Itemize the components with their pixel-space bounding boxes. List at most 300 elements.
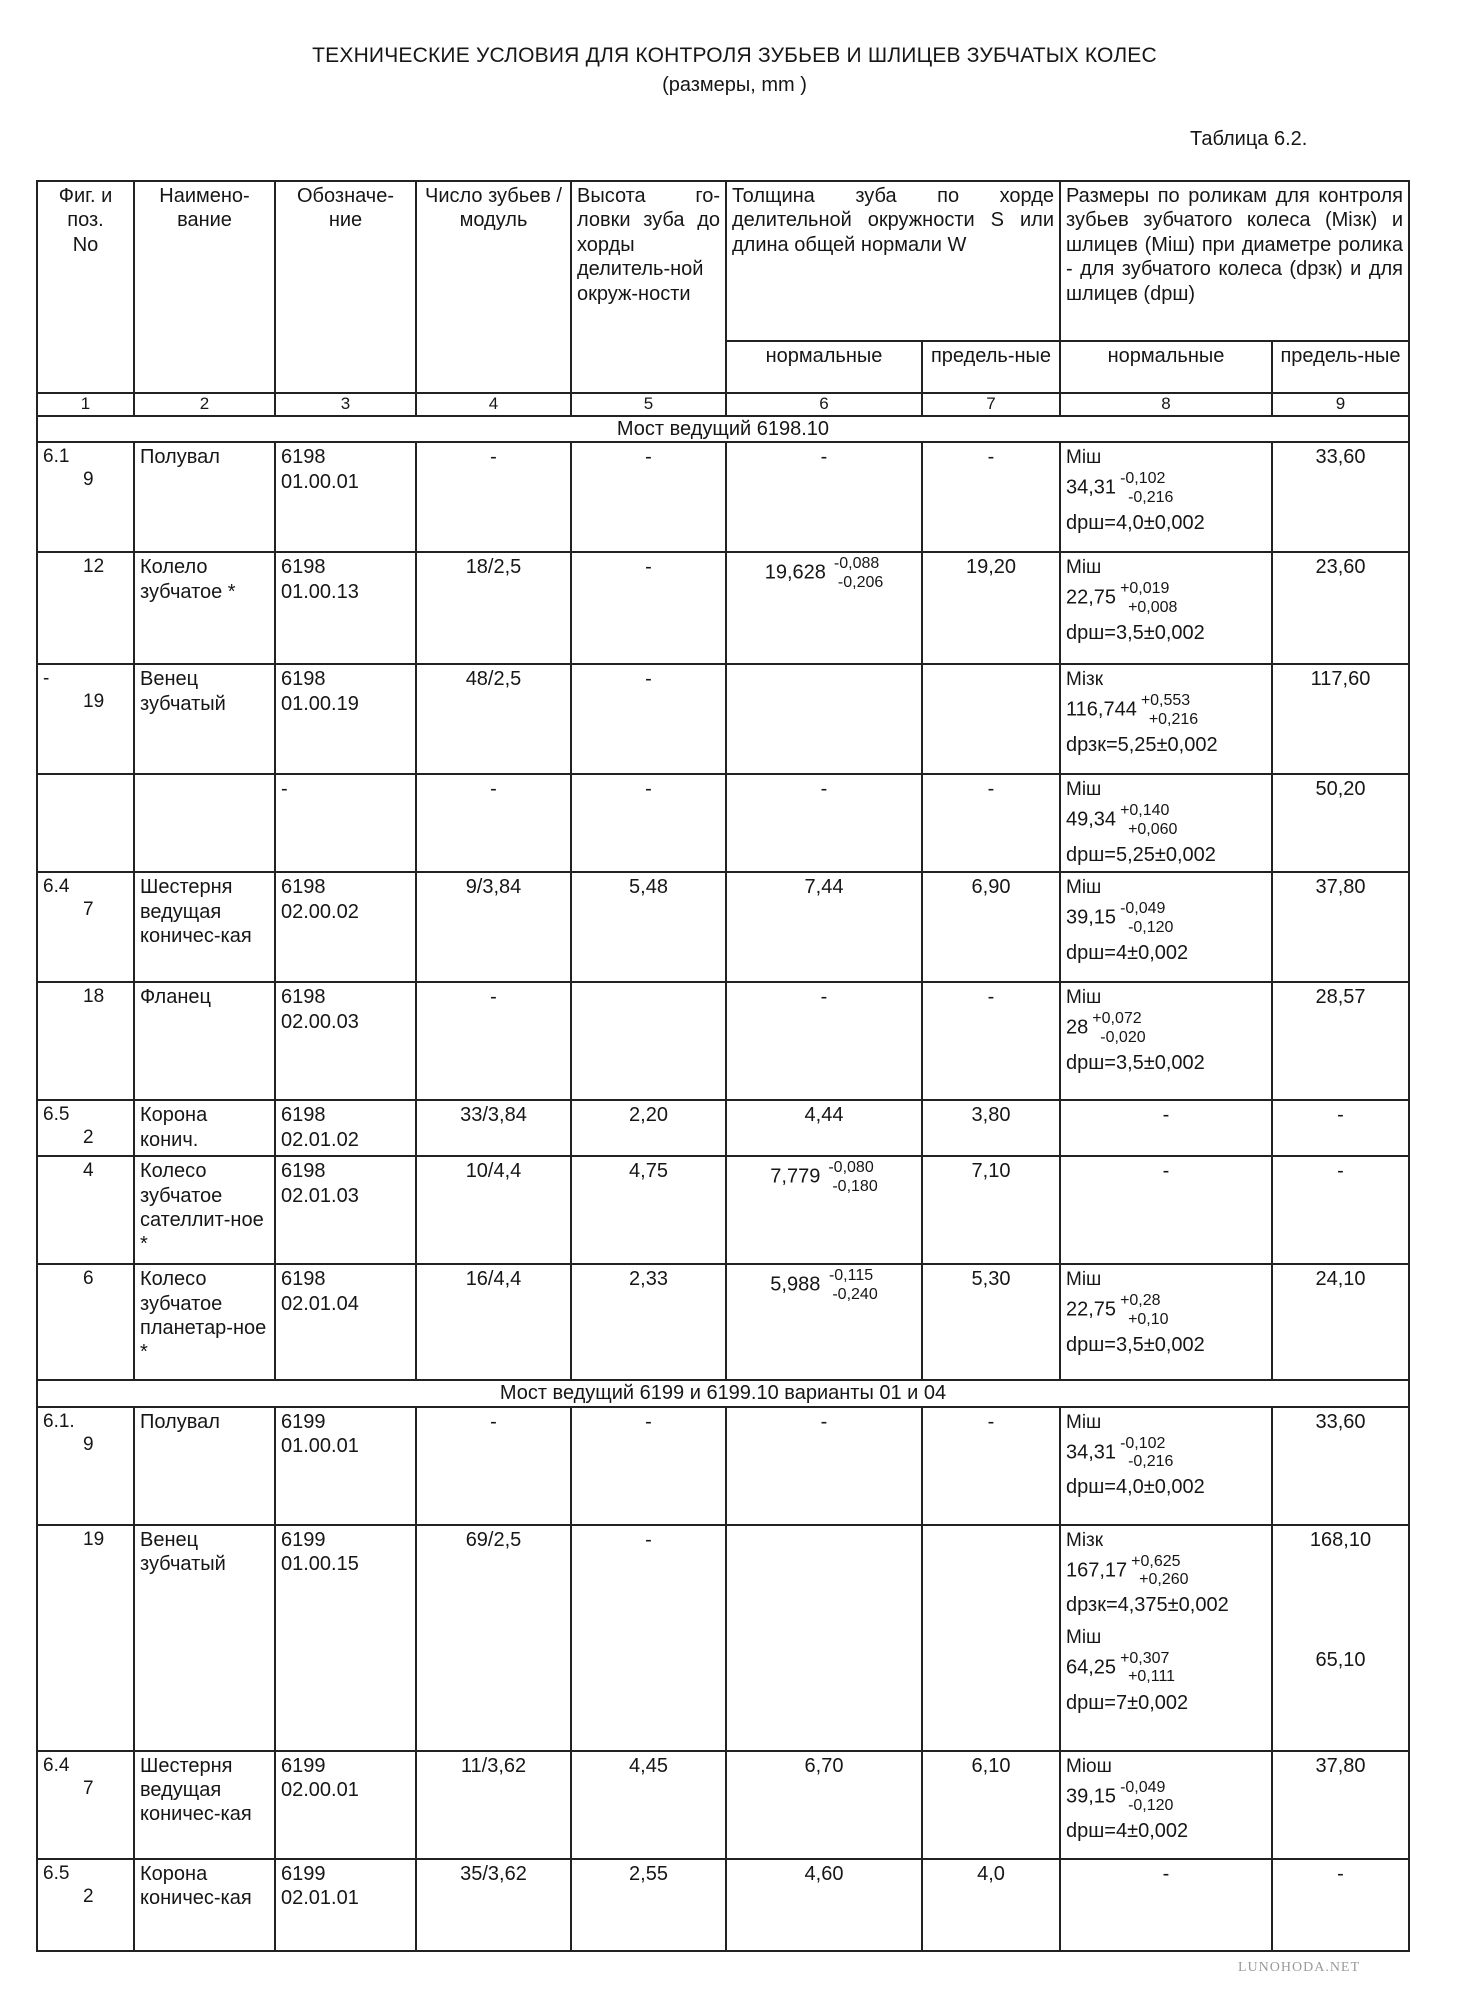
roller-label: Мізк	[1066, 1529, 1104, 1551]
roller-value-line	[1066, 580, 1266, 617]
designation-line-1: 6198	[281, 1104, 326, 1127]
col-number: 5	[571, 393, 726, 416]
designation-line-1: 6198	[281, 986, 326, 1009]
cell-thickness	[726, 552, 922, 664]
roller-label: Міш	[1066, 987, 1102, 1009]
cell-roller-limit	[1272, 1525, 1409, 1751]
tolerance-upper: -0,049	[1120, 900, 1166, 918]
cell-head-height: -	[571, 442, 726, 552]
roller-label: Міш	[1066, 1411, 1102, 1433]
thickness-tolerance	[830, 555, 883, 592]
cell-thickness-limit: 3,80	[922, 1100, 1060, 1156]
roller-block	[1066, 1529, 1266, 1618]
designation-line-2: 01.00.19	[281, 692, 359, 715]
cell-roller-normal	[1060, 1407, 1272, 1525]
figure-number: 6.5	[43, 1104, 70, 1126]
figure-number: 6.4	[43, 1754, 70, 1776]
designation-line-2: 02.00.02	[281, 900, 359, 923]
cell-name	[134, 774, 275, 872]
roller-value: -	[1162, 1862, 1170, 1885]
cell-thickness	[726, 1751, 922, 1859]
figure-number: 6.1	[43, 446, 70, 468]
roller-diameter: dрш=7±0,002	[1066, 1691, 1189, 1714]
cell-designation	[275, 1751, 416, 1859]
designation-line-1: 6198	[281, 668, 326, 691]
cell-thickness	[726, 1156, 922, 1264]
cell-roller-normal	[1060, 664, 1272, 774]
roller-block	[1066, 1755, 1266, 1844]
roller-tolerance	[1141, 692, 1198, 729]
designation-line-2: 01.00.01	[281, 470, 359, 493]
cell-thickness-limit: -	[922, 774, 1060, 872]
cell-roller-normal	[1060, 1859, 1272, 1951]
cell-roller-normal	[1060, 1525, 1272, 1751]
designation-line-1: -	[281, 778, 288, 801]
cell-head-height: -	[571, 774, 726, 872]
roller-value-line	[1066, 1553, 1266, 1590]
designation-line-2: 02.01.03	[281, 1184, 359, 1207]
roller-label: Міш	[1066, 1626, 1102, 1648]
roller-limit-value: 33,60	[1315, 1410, 1366, 1433]
col-header-name: Наимено-вание	[134, 181, 275, 393]
roller-value-line	[1066, 900, 1266, 937]
col-header-limit: предель-ные	[922, 341, 1060, 393]
cell-designation	[275, 442, 416, 552]
cell-teeth-module: -	[416, 982, 571, 1100]
cell-thickness-limit: 5,30	[922, 1264, 1060, 1380]
roller-limit-value: 37,80	[1315, 876, 1366, 899]
cell-thickness-limit	[922, 664, 1060, 774]
cell-fig-pos	[37, 664, 134, 774]
position-number: 19	[83, 1528, 105, 1550]
part-name: Полувал	[140, 446, 220, 469]
roller-limit-value-2: 65,10	[1315, 1648, 1366, 1671]
tolerance-upper: +0,625	[1131, 1552, 1181, 1570]
cell-fig-pos	[37, 1751, 134, 1859]
cell-thickness	[726, 872, 922, 982]
cell-thickness	[726, 774, 922, 872]
designation-line-1: 6198	[281, 556, 326, 579]
cell-designation	[275, 1156, 416, 1264]
roller-tolerance	[1120, 470, 1173, 507]
tolerance-lower: -0,180	[832, 1177, 878, 1195]
col-header-height: Высота го-ловки зуба до хорды делитель-ной окруж-ности	[571, 181, 726, 393]
tolerance-lower: -0,216	[1128, 1453, 1174, 1471]
position-number: 19	[83, 691, 105, 713]
cell-name	[134, 1264, 275, 1380]
cell-name	[134, 1156, 275, 1264]
col-number: 9	[1272, 393, 1409, 416]
roller-value: 28	[1066, 1016, 1089, 1039]
thickness-value: 6,70	[804, 1754, 844, 1777]
cell-teeth-module: 11/3,62	[416, 1751, 571, 1859]
tolerance-upper: -0,088	[833, 555, 880, 573]
roller-label: Міш	[1066, 557, 1102, 579]
col-header-rollers: Размеры по роликам для контроля зубьев зубчатого колеса (Мізк) и шлицев (Мiш) при диаметре ролика - для зубчатого колеса (dрзк) и для шлицев (dрш)	[1060, 181, 1409, 341]
roller-limit-value: -	[1337, 1160, 1344, 1183]
cell-teeth-module: 16/4,4	[416, 1264, 571, 1380]
cell-teeth-module: 10/4,4	[416, 1156, 571, 1264]
roller-value: -	[1162, 1160, 1170, 1183]
cell-teeth-module: 48/2,5	[416, 664, 571, 774]
thickness-value: -	[820, 778, 828, 801]
tolerance-upper: -0,102	[1120, 1434, 1166, 1452]
cell-head-height: -	[571, 1407, 726, 1525]
cell-thickness	[726, 982, 922, 1100]
roller-label: Міош	[1066, 1755, 1112, 1777]
roller-tolerance	[1120, 1292, 1168, 1329]
roller-value: 64,25	[1066, 1656, 1117, 1679]
col-number: 8	[1060, 393, 1272, 416]
cell-head-height: 4,45	[571, 1751, 726, 1859]
col-number: 3	[275, 393, 416, 416]
col-number: 7	[922, 393, 1060, 416]
roller-diameter: dрш=4±0,002	[1066, 1820, 1189, 1843]
roller-tolerance	[1120, 1650, 1175, 1687]
tolerance-lower: +0,008	[1128, 598, 1178, 616]
cell-teeth-module: 35/3,62	[416, 1859, 571, 1951]
cell-teeth-module: 9/3,84	[416, 872, 571, 982]
tolerance-lower: -0,120	[1128, 918, 1174, 936]
roller-limit-value: -	[1337, 1104, 1344, 1127]
tolerance-lower: +0,10	[1128, 1310, 1169, 1328]
cell-thickness-limit: 4,0	[922, 1859, 1060, 1951]
figure-number: 6.1.	[43, 1410, 75, 1432]
part-name: Шестерня ведущая коничес-кая	[140, 876, 252, 947]
cell-designation	[275, 1264, 416, 1380]
cell-name	[134, 1859, 275, 1951]
tolerance-upper: -0,115	[828, 1267, 874, 1285]
tolerance-upper: +0,307	[1120, 1650, 1170, 1668]
cell-roller-normal	[1060, 1156, 1272, 1264]
tolerance-lower: -0,020	[1100, 1028, 1146, 1046]
col-header-thickness: Толщина зуба по хорде делительной окружности S или длина общей нормали W	[726, 181, 1060, 341]
part-name: Корона конич.	[140, 1104, 208, 1151]
roller-tolerance	[1120, 900, 1173, 937]
roller-block	[1066, 1411, 1266, 1500]
cell-thickness	[726, 1100, 922, 1156]
designation-line-1: 6198	[281, 446, 326, 469]
roller-diameter: dрш=4,0±0,002	[1066, 512, 1205, 535]
roller-tolerance	[1120, 802, 1177, 839]
roller-value: 22,75	[1066, 586, 1117, 609]
col-header-teeth: Число зубьев / модуль	[416, 181, 571, 393]
cell-thickness	[726, 1264, 922, 1380]
part-name: Венец зубчатый	[140, 668, 226, 715]
position-number: 12	[83, 556, 105, 578]
roller-label: Міш	[1066, 1269, 1102, 1291]
cell-head-height: 5,48	[571, 872, 726, 982]
cell-roller-limit	[1272, 1751, 1409, 1859]
roller-limit-value: 168,10	[1309, 1528, 1372, 1551]
roller-diameter: dрш=5,25±0,002	[1066, 844, 1216, 867]
cell-designation	[275, 982, 416, 1100]
tolerance-upper: +0,140	[1120, 802, 1170, 820]
cell-designation	[275, 1407, 416, 1525]
roller-limit-value: 37,80	[1315, 1754, 1366, 1777]
cell-head-height: -	[571, 664, 726, 774]
cell-thickness-limit: 7,10	[922, 1156, 1060, 1264]
cell-name	[134, 1407, 275, 1525]
tolerance-upper: +0,072	[1092, 1010, 1142, 1028]
cell-thickness	[726, 664, 922, 774]
cell-thickness-limit: 6,10	[922, 1751, 1060, 1859]
designation-line-2: 01.00.01	[281, 1434, 359, 1457]
designation-line-2: 02.01.02	[281, 1128, 359, 1151]
cell-fig-pos	[37, 1156, 134, 1264]
cell-thickness-limit: 6,90	[922, 872, 1060, 982]
roller-value: 22,75	[1066, 1298, 1117, 1321]
roller-value: -	[1162, 1104, 1170, 1127]
roller-block	[1066, 556, 1266, 645]
cell-designation	[275, 1100, 416, 1156]
thickness-tolerance	[824, 1159, 877, 1196]
cell-teeth-module: -	[416, 442, 571, 552]
section-title: Мост ведущий 6199 и 6199.10 варианты 01 и 04	[37, 1380, 1409, 1406]
cell-head-height: 4,75	[571, 1156, 726, 1264]
col-number: 6	[726, 393, 922, 416]
cell-thickness-limit: -	[922, 1407, 1060, 1525]
tolerance-lower: -0,216	[1128, 488, 1174, 506]
cell-thickness	[726, 442, 922, 552]
cell-fig-pos	[37, 1100, 134, 1156]
cell-roller-normal	[1060, 774, 1272, 872]
roller-value: 116,744	[1066, 698, 1137, 721]
cell-fig-pos	[37, 1407, 134, 1525]
table-row	[37, 664, 1409, 774]
watermark: LUNOHODA.NET	[1238, 1960, 1361, 1975]
roller-limit-value: 50,20	[1315, 778, 1366, 801]
tolerance-lower: -0,120	[1128, 1797, 1174, 1815]
section-row	[37, 1380, 1409, 1406]
roller-block	[1066, 1268, 1266, 1357]
col-header-normal-rollers: нормальные	[1060, 341, 1272, 393]
cell-fig-pos	[37, 1264, 134, 1380]
table-row	[37, 872, 1409, 982]
cell-roller-normal	[1060, 442, 1272, 552]
cell-teeth-module: 69/2,5	[416, 1525, 571, 1751]
cell-thickness	[726, 1407, 922, 1525]
cell-thickness-limit: 19,20	[922, 552, 1060, 664]
designation-line-1: 6199	[281, 1528, 326, 1551]
cell-fig-pos	[37, 982, 134, 1100]
col-number: 1	[37, 393, 134, 416]
roller-value: 34,31	[1066, 1441, 1117, 1464]
cell-roller-normal	[1060, 552, 1272, 664]
roller-block	[1066, 876, 1266, 965]
roller-value: 167,17	[1066, 1559, 1128, 1582]
position-number: 4	[83, 1160, 94, 1182]
thickness-value: 7,44	[804, 876, 844, 899]
column-numbers-row	[37, 393, 1409, 416]
header-row	[37, 181, 1409, 341]
roller-limit-value: -	[1337, 1862, 1344, 1885]
col-header-designation: Обозначе-ние	[275, 181, 416, 393]
cell-designation	[275, 1525, 416, 1751]
roller-limit-value: 28,57	[1315, 986, 1366, 1009]
cell-thickness-limit	[922, 1525, 1060, 1751]
table-row	[37, 1100, 1409, 1156]
designation-line-2: 02.00.03	[281, 1010, 359, 1033]
cell-designation	[275, 872, 416, 982]
roller-value-line	[1066, 1435, 1266, 1472]
designation-line-1: 6198	[281, 1160, 326, 1183]
table-row	[37, 1156, 1409, 1264]
cell-teeth-module: -	[416, 1407, 571, 1525]
part-name: Венец зубчатый	[140, 1528, 226, 1575]
designation-line-2: 01.00.13	[281, 580, 359, 603]
cell-roller-normal	[1060, 982, 1272, 1100]
part-name: Фланец	[140, 986, 211, 1009]
table-row	[37, 1264, 1409, 1380]
designation-line-2: 01.00.15	[281, 1552, 359, 1575]
table-row	[37, 552, 1409, 664]
tolerance-upper: -0,102	[1120, 470, 1166, 488]
position-number: 18	[83, 986, 105, 1008]
cell-thickness-limit: -	[922, 982, 1060, 1100]
cell-roller-limit	[1272, 1859, 1409, 1951]
cell-name	[134, 982, 275, 1100]
section-row	[37, 416, 1409, 442]
cell-designation	[275, 552, 416, 664]
roller-limit-value: 24,10	[1315, 1268, 1366, 1291]
cell-roller-limit	[1272, 1264, 1409, 1380]
roller-tolerance	[1120, 1779, 1173, 1816]
roller-block	[1066, 778, 1266, 867]
roller-value-line	[1066, 1292, 1266, 1329]
cell-fig-pos	[37, 872, 134, 982]
cell-roller-normal	[1060, 872, 1272, 982]
figure-number: -	[43, 668, 50, 690]
roller-block	[1066, 446, 1266, 535]
spec-table	[36, 180, 1410, 1952]
table-row	[37, 1525, 1409, 1751]
thickness-value: 4,60	[804, 1862, 844, 1885]
thickness-value: -	[820, 446, 828, 469]
cell-name	[134, 664, 275, 774]
designation-line-1: 6199	[281, 1862, 326, 1885]
cell-roller-normal	[1060, 1751, 1272, 1859]
cell-head-height	[571, 982, 726, 1100]
roller-tolerance	[1120, 1435, 1173, 1472]
tolerance-upper: +0,553	[1140, 692, 1191, 710]
col-number: 4	[416, 393, 571, 416]
cell-name	[134, 1100, 275, 1156]
cell-roller-limit	[1272, 1156, 1409, 1264]
roller-value-line	[1066, 1650, 1266, 1687]
position-number: 9	[83, 1433, 94, 1455]
cell-roller-limit	[1272, 872, 1409, 982]
roller-limit-value: 117,60	[1310, 668, 1371, 691]
tolerance-upper: -0,049	[1120, 1778, 1166, 1796]
roller-diameter: dрш=3,5±0,002	[1066, 1052, 1205, 1075]
designation-line-1: 6199	[281, 1754, 326, 1777]
cell-roller-limit	[1272, 442, 1409, 552]
cell-roller-normal	[1060, 1100, 1272, 1156]
roller-diameter: dрш=3,5±0,002	[1066, 622, 1205, 645]
cell-fig-pos	[37, 1525, 134, 1751]
roller-label: Мізк	[1066, 669, 1104, 691]
designation-line-2: 02.00.01	[281, 1778, 359, 1801]
cell-fig-pos	[37, 442, 134, 552]
tolerance-lower: +0,111	[1128, 1668, 1176, 1686]
roller-value: 49,34	[1066, 808, 1117, 831]
roller-value: 39,15	[1066, 1785, 1117, 1808]
part-name: Полувал	[140, 1410, 220, 1433]
table-number: Таблица 6.2.	[1190, 128, 1308, 150]
cell-designation	[275, 664, 416, 774]
col-number: 2	[134, 393, 275, 416]
cell-name	[134, 1525, 275, 1751]
thickness-value: -	[820, 1410, 828, 1433]
thickness-value: 4,44	[804, 1104, 844, 1127]
cell-thickness-limit: -	[922, 442, 1060, 552]
roller-value-line	[1066, 802, 1266, 839]
roller-value: 34,31	[1066, 476, 1117, 499]
roller-tolerance	[1131, 1553, 1188, 1590]
position-number: 2	[83, 1885, 94, 1907]
cell-fig-pos	[37, 552, 134, 664]
roller-label: Міш	[1066, 779, 1102, 801]
table-row	[37, 1407, 1409, 1525]
cell-fig-pos	[37, 1859, 134, 1951]
col-header-fig: Фиг. и поз. No	[37, 181, 134, 393]
col-header-normal: нормальные	[726, 341, 922, 393]
position-number: 7	[83, 1777, 94, 1799]
tolerance-lower: +0,216	[1148, 710, 1199, 728]
cell-head-height: 2,20	[571, 1100, 726, 1156]
roller-tolerance	[1120, 580, 1177, 617]
position-number: 9	[83, 469, 94, 491]
cell-thickness	[726, 1859, 922, 1951]
thickness-value: 19,628	[764, 561, 826, 584]
roller-value-line	[1066, 1010, 1266, 1047]
roller-diameter: dрш=4,0±0,002	[1066, 1476, 1205, 1499]
cell-teeth-module: 33/3,84	[416, 1100, 571, 1156]
thickness-tolerance	[824, 1267, 877, 1304]
cell-roller-limit	[1272, 982, 1409, 1100]
table-row	[37, 774, 1409, 872]
cell-head-height: -	[571, 552, 726, 664]
tolerance-lower: +0,060	[1128, 820, 1178, 838]
part-name: Корона коничес-кая	[140, 1862, 252, 1909]
cell-roller-normal	[1060, 1264, 1272, 1380]
cell-designation	[275, 774, 416, 872]
cell-head-height: -	[571, 1525, 726, 1751]
part-name: Шестерня ведущая коничес-кая	[140, 1754, 252, 1826]
part-name: Колесо зубчатое планетар-ное *	[140, 1268, 267, 1364]
cell-teeth-module: -	[416, 774, 571, 872]
cell-name	[134, 872, 275, 982]
roller-limit-value: 23,60	[1315, 556, 1366, 579]
roller-value: 39,15	[1066, 906, 1117, 929]
roller-block	[1066, 668, 1266, 757]
roller-diameter: dрш=4±0,002	[1066, 942, 1189, 965]
part-name: Колесо зубчатое сателлит-ное *	[140, 1160, 264, 1256]
cell-roller-limit	[1272, 774, 1409, 872]
cell-roller-limit	[1272, 1100, 1409, 1156]
roller-label: Міш	[1066, 447, 1102, 469]
roller-diameter: dрзк=5,25±0,002	[1066, 734, 1218, 757]
table-row	[37, 982, 1409, 1100]
thickness-value: 7,779	[770, 1165, 821, 1188]
cell-name	[134, 552, 275, 664]
cell-name	[134, 1751, 275, 1859]
roller-diameter: dрш=3,5±0,002	[1066, 1334, 1205, 1357]
cell-head-height: 2,55	[571, 1859, 726, 1951]
position-number: 7	[83, 899, 94, 921]
part-name: Колело зубчатое *	[140, 556, 236, 603]
